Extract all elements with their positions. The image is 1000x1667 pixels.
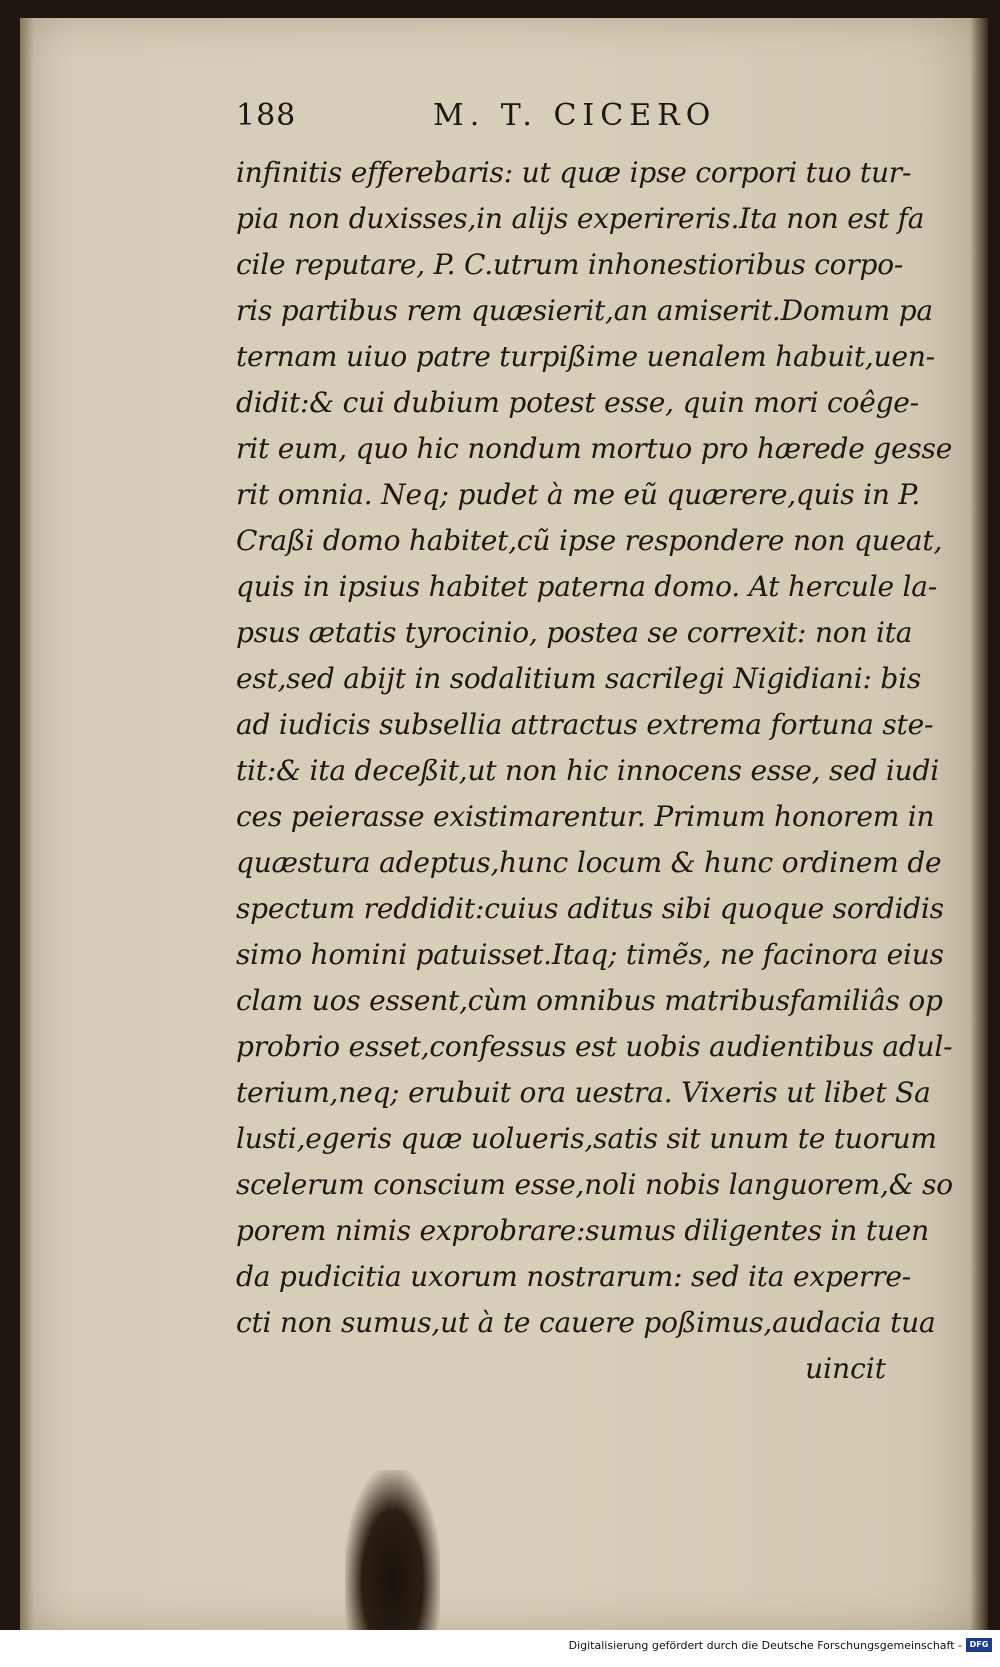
text-line: pia non duxisses,in alijs experireris.Ita non est fa bbox=[236, 202, 925, 235]
text-line: tit:& ita deceßit,ut non hic innocens esse, sed iudi bbox=[236, 754, 939, 787]
body-text bbox=[236, 150, 953, 1392]
text-line: quæstura adeptus,hunc locum & hunc ordinem de bbox=[236, 846, 942, 879]
text-line: didit:& cui dubium potest esse, quin mori coêge- bbox=[236, 386, 919, 419]
text-line: scelerum conscium esse,noli nobis languorem,& so bbox=[236, 1168, 953, 1201]
text-line: quis in ipsius habitet paterna domo. At hercule la- bbox=[236, 570, 938, 603]
text-line: cti non sumus,ut à te cauere poßimus,audacia tua bbox=[236, 1306, 936, 1339]
page-edge-shadow bbox=[970, 18, 988, 1630]
funding-credit: Digitalisierung gefördert durch die Deutsche Forschungsgemeinschaft - bbox=[568, 1639, 962, 1652]
text-line: clam uos essent,cùm omnibus matribusfamiliâs op bbox=[236, 984, 943, 1017]
text-line: lusti,egeris quæ uolueris,satis sit unum te tuorum bbox=[236, 1122, 937, 1155]
text-line: ternam uiuo patre turpißime uenalem habuit,uen- bbox=[236, 340, 935, 373]
dfg-logo: DFG bbox=[966, 1638, 992, 1652]
text-line: rit omnia. Neq; pudet à me eũ quærere,quis in P. bbox=[236, 478, 921, 511]
text-line: terium,neq; erubuit ora uestra. Vixeris ut libet Sa bbox=[236, 1076, 931, 1109]
running-head: M. T. CICERO bbox=[433, 98, 717, 133]
text-line: ces peierasse existimarentur. Primum honorem in bbox=[236, 800, 935, 833]
text-line: porem nimis exprobrare:sumus diligentes in tuen bbox=[236, 1214, 929, 1247]
text-line: ris partibus rem quæsierit,an amiserit.Domum pa bbox=[236, 294, 933, 327]
page-gutter-shadow bbox=[20, 18, 34, 1630]
text-line: infinitis efferebaris: ut quæ ipse corpori tuo tur- bbox=[236, 156, 912, 189]
page-header bbox=[236, 98, 876, 148]
catchword: uincit bbox=[805, 1352, 886, 1385]
digitization-footer bbox=[0, 1630, 1000, 1667]
text-line: da pudicitia uxorum nostrarum: sed ita experre- bbox=[236, 1260, 912, 1293]
page-number: 188 bbox=[236, 98, 297, 133]
text-line: Craßi domo habitet,cũ ipse respondere non queat, bbox=[236, 524, 943, 557]
text-line: ad iudicis subsellia attractus extrema fortuna ste- bbox=[236, 708, 934, 741]
text-line: cile reputare, P. C.utrum inhonestioribus corpo- bbox=[236, 248, 904, 281]
ink-blot bbox=[345, 1470, 440, 1630]
text-line: rit eum, quo hic nondum mortuo pro hærede gesse bbox=[236, 432, 953, 465]
text-line: psus ætatis tyrocinio, postea se correxit: non ita bbox=[236, 616, 913, 649]
text-line: probrio esset,confessus est uobis audientibus adul- bbox=[236, 1030, 953, 1063]
text-line: est,sed abijt in sodalitium sacrilegi Nigidiani: bis bbox=[236, 662, 922, 695]
text-line: spectum reddidit:cuius aditus sibi quoque sordidis bbox=[236, 892, 944, 925]
text-line: simo homini patuisset.Itaq; timẽs, ne facinora eius bbox=[236, 938, 944, 971]
